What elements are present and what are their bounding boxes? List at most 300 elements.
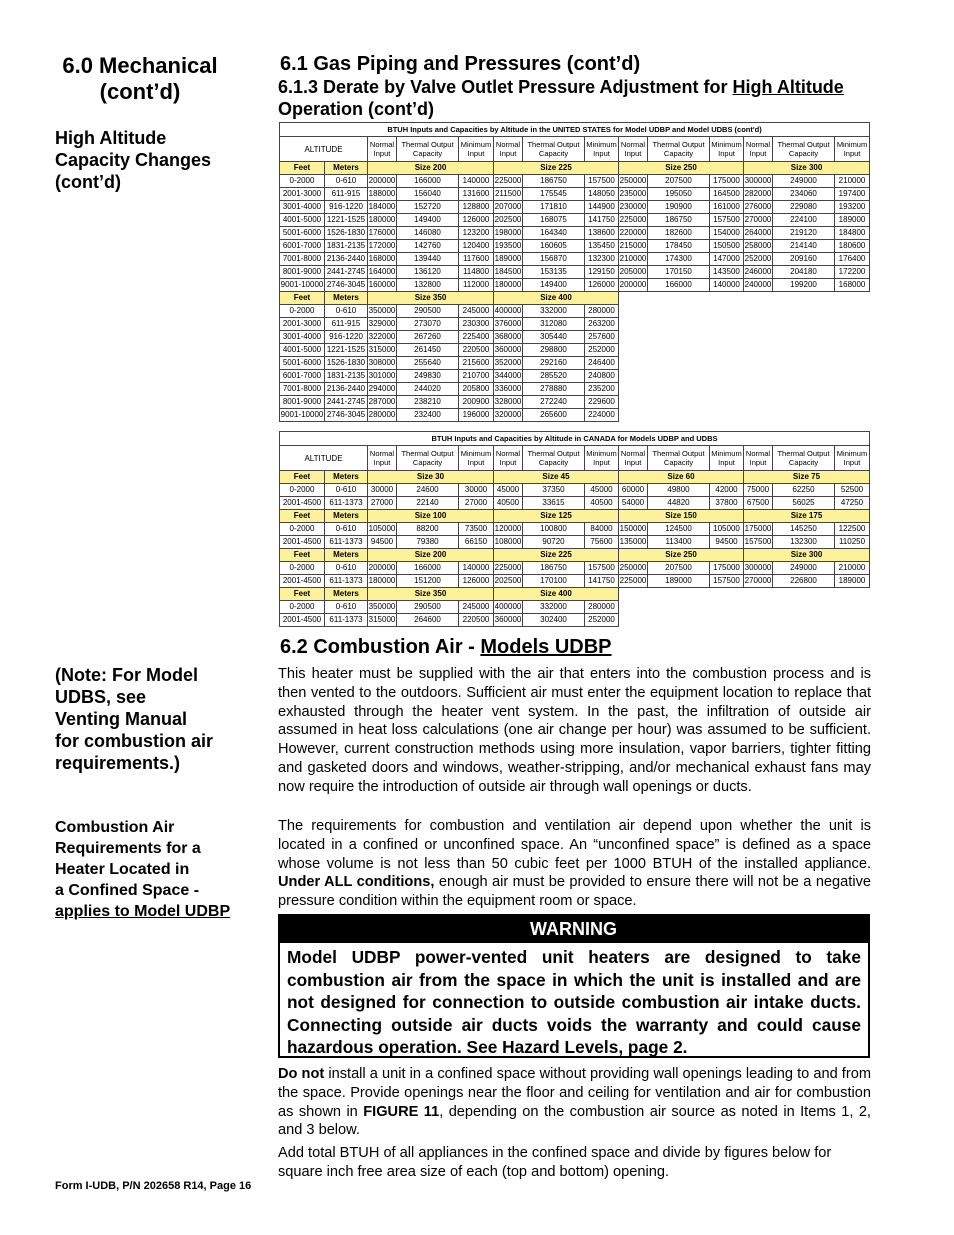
value-cell: 264600 <box>397 614 459 627</box>
value-cell: 376000 <box>494 318 523 331</box>
size-label: Size 350 <box>368 292 494 305</box>
value-cell: 168075 <box>523 214 585 227</box>
value-cell: 172000 <box>368 240 397 253</box>
size-label: Size 350 <box>368 588 494 601</box>
value-cell: 164000 <box>368 266 397 279</box>
value-cell: 157500 <box>710 575 744 588</box>
value-cell: 210700 <box>459 370 494 383</box>
value-cell: 135450 <box>585 240 619 253</box>
value-cell: 257600 <box>585 331 619 344</box>
altitude-header: ALTITUDE <box>280 137 368 162</box>
table-row <box>280 318 870 331</box>
sidebar-line: (Note: For Model <box>55 665 198 685</box>
value-cell: 189000 <box>835 214 870 227</box>
value-cell: 49800 <box>648 484 710 497</box>
size-header-row <box>280 162 870 175</box>
sidebar-line: High Altitude <box>55 128 167 148</box>
figure-reference: FIGURE 11 <box>363 1103 440 1120</box>
value-cell: 265600 <box>523 409 585 422</box>
value-cell: 225400 <box>459 331 494 344</box>
sidebar-line: Venting Manual <box>55 709 188 729</box>
value-cell: 27000 <box>368 497 397 510</box>
value-cell: 202500 <box>494 214 523 227</box>
value-cell: 207000 <box>494 201 523 214</box>
value-cell: 238210 <box>397 396 459 409</box>
value-cell: 184500 <box>494 266 523 279</box>
feet-cell: 0-2000 <box>280 562 325 575</box>
size-header-row <box>280 471 870 484</box>
value-cell: 150500 <box>710 240 744 253</box>
value-cell: 197400 <box>835 188 870 201</box>
thermal-output-header: Thermal Output Capacity <box>648 446 710 471</box>
table-title-row <box>280 432 870 446</box>
size-label: Size 250 <box>619 162 744 175</box>
value-cell: 66150 <box>459 536 494 549</box>
size-label: Size 300 <box>744 549 870 562</box>
value-cell: 126000 <box>459 575 494 588</box>
value-cell: 189000 <box>494 253 523 266</box>
value-cell: 152720 <box>397 201 459 214</box>
heading-6-2 <box>280 636 612 659</box>
table-header-row <box>280 446 870 471</box>
meters-header: Meters <box>325 549 368 562</box>
size-label: Size 200 <box>368 162 494 175</box>
value-cell: 149400 <box>397 214 459 227</box>
value-cell: 120400 <box>459 240 494 253</box>
value-cell: 184000 <box>368 201 397 214</box>
meters-header: Meters <box>325 510 368 523</box>
value-cell: 100800 <box>523 523 585 536</box>
value-cell: 170100 <box>523 575 585 588</box>
value-cell: 305440 <box>523 331 585 344</box>
value-cell: 140000 <box>710 279 744 292</box>
value-cell: 400000 <box>494 305 523 318</box>
meters-cell: 611-915 <box>325 318 368 331</box>
value-cell: 290500 <box>397 305 459 318</box>
meters-header: Meters <box>325 588 368 601</box>
value-cell: 240800 <box>585 370 619 383</box>
value-cell: 230000 <box>619 201 648 214</box>
value-cell: 138600 <box>585 227 619 240</box>
value-cell: 290500 <box>397 601 459 614</box>
size-label: Size 125 <box>494 510 619 523</box>
minimum-input-header: Minimum Input <box>585 137 619 162</box>
value-cell: 45000 <box>585 484 619 497</box>
size-label: Size 100 <box>368 510 494 523</box>
empty-cell <box>619 331 870 344</box>
meters-header: Meters <box>325 162 368 175</box>
size-label: Size 150 <box>619 510 744 523</box>
minimum-input-header: Minimum Input <box>459 137 494 162</box>
table-row <box>280 344 870 357</box>
value-cell: 113400 <box>648 536 710 549</box>
table-title-row <box>280 123 870 137</box>
value-cell: 249000 <box>773 175 835 188</box>
feet-header: Feet <box>280 510 325 523</box>
meters-cell: 916-1220 <box>325 331 368 344</box>
feet-cell: 3001-4000 <box>280 201 325 214</box>
paragraph-text: The requirements for combustion and ventilation air depend upon whether the unit is located in a confined or unconfined space. An “unconfined space” is defined as a space whose volume is not less than 50 cubic feet per 1000 BTUH of the installed appliance. <box>278 818 871 872</box>
empty-cell <box>619 370 870 383</box>
heading-6-1-3-prefix: 6.1.3 Derate by Valve Outlet Pressure Adjustment for <box>278 77 733 97</box>
value-cell: 252000 <box>585 614 619 627</box>
size-label: Size 225 <box>494 162 619 175</box>
value-cell: 272240 <box>523 396 585 409</box>
value-cell: 175545 <box>523 188 585 201</box>
value-cell: 245000 <box>459 601 494 614</box>
table-row <box>280 331 870 344</box>
value-cell: 186750 <box>648 214 710 227</box>
value-cell: 229600 <box>585 396 619 409</box>
value-cell: 75600 <box>585 536 619 549</box>
feet-cell: 9001-10000 <box>280 409 325 422</box>
sidebar-line: Combustion Air <box>55 819 175 836</box>
minimum-input-header: Minimum Input <box>710 446 744 471</box>
size-label: Size 30 <box>368 471 494 484</box>
value-cell: 232400 <box>397 409 459 422</box>
feet-cell: 2001-4500 <box>280 614 325 627</box>
feet-cell: 2001-4500 <box>280 575 325 588</box>
value-cell: 287000 <box>368 396 397 409</box>
section-title-line2: (cont’d) <box>99 79 181 104</box>
table-row <box>280 562 870 575</box>
feet-cell: 0-2000 <box>280 305 325 318</box>
value-cell: 147000 <box>710 253 744 266</box>
value-cell: 160000 <box>368 279 397 292</box>
value-cell: 300000 <box>744 175 773 188</box>
table-row <box>280 575 870 588</box>
feet-header: Feet <box>280 588 325 601</box>
thermal-output-header: Thermal Output Capacity <box>523 446 585 471</box>
meters-cell: 611-1373 <box>325 614 368 627</box>
value-cell: 30000 <box>368 484 397 497</box>
value-cell: 30000 <box>459 484 494 497</box>
value-cell: 180000 <box>368 214 397 227</box>
feet-header: Feet <box>280 471 325 484</box>
value-cell: 45000 <box>494 484 523 497</box>
value-cell: 360000 <box>494 344 523 357</box>
value-cell: 44820 <box>648 497 710 510</box>
empty-cell <box>619 318 870 331</box>
paragraph-confined-install <box>278 1065 871 1140</box>
thermal-output-header: Thermal Output Capacity <box>773 137 835 162</box>
table-row <box>280 253 870 266</box>
value-cell: 267260 <box>397 331 459 344</box>
value-cell: 180000 <box>494 279 523 292</box>
value-cell: 250000 <box>619 562 648 575</box>
altitude-header: ALTITUDE <box>280 446 368 471</box>
warning-box <box>278 914 870 1058</box>
heading-6-2-link: Models UDBP <box>480 636 612 658</box>
value-cell: 131600 <box>459 188 494 201</box>
empty-cell <box>619 601 870 614</box>
value-cell: 204180 <box>773 266 835 279</box>
value-cell: 252000 <box>585 344 619 357</box>
normal-input-header: Normal Input <box>619 137 648 162</box>
value-cell: 315000 <box>368 614 397 627</box>
value-cell: 126000 <box>585 279 619 292</box>
value-cell: 122500 <box>835 523 870 536</box>
size-label: Size 200 <box>368 549 494 562</box>
us-capacity-table <box>279 122 870 422</box>
value-cell: 37800 <box>710 497 744 510</box>
feet-cell: 5001-6000 <box>280 357 325 370</box>
value-cell: 225000 <box>494 175 523 188</box>
value-cell: 205800 <box>459 383 494 396</box>
value-cell: 270000 <box>744 575 773 588</box>
empty-cell <box>619 588 870 601</box>
section-title-line1: 6.0 Mechanical <box>62 53 218 78</box>
value-cell: 200000 <box>368 175 397 188</box>
value-cell: 332000 <box>523 305 585 318</box>
value-cell: 140000 <box>459 175 494 188</box>
value-cell: 128800 <box>459 201 494 214</box>
value-cell: 250000 <box>619 175 648 188</box>
feet-cell: 7001-8000 <box>280 383 325 396</box>
empty-cell <box>619 344 870 357</box>
value-cell: 164340 <box>523 227 585 240</box>
us-table-body <box>280 123 870 422</box>
feet-cell: 7001-8000 <box>280 253 325 266</box>
value-cell: 200000 <box>368 562 397 575</box>
value-cell: 37350 <box>523 484 585 497</box>
value-cell: 199200 <box>773 279 835 292</box>
value-cell: 209160 <box>773 253 835 266</box>
value-cell: 164500 <box>710 188 744 201</box>
table-row <box>280 279 870 292</box>
size-label: Size 300 <box>744 162 870 175</box>
size-label: Size 400 <box>494 292 619 305</box>
value-cell: 249000 <box>773 562 835 575</box>
size-label: Size 60 <box>619 471 744 484</box>
thermal-output-header: Thermal Output Capacity <box>523 137 585 162</box>
table-header-row <box>280 137 870 162</box>
table-title: BTUH Inputs and Capacities by Altitude in the UNITED STATES for Model UDBP and Model UDBS (cont'd) <box>280 123 870 137</box>
thermal-output-header: Thermal Output Capacity <box>397 137 459 162</box>
sidebar-line: Heater Located in <box>55 861 190 878</box>
value-cell: 54000 <box>619 497 648 510</box>
value-cell: 88200 <box>397 523 459 536</box>
heading-6-1-3-suffix: Operation (cont’d) <box>278 99 434 119</box>
value-cell: 166000 <box>397 175 459 188</box>
sidebar-confined-space <box>55 817 255 922</box>
meters-cell: 2136-2440 <box>325 253 368 266</box>
value-cell: 94500 <box>710 536 744 549</box>
value-cell: 244020 <box>397 383 459 396</box>
value-cell: 180000 <box>368 575 397 588</box>
meters-cell: 1526-1830 <box>325 227 368 240</box>
size-label: Size 45 <box>494 471 619 484</box>
value-cell: 146080 <box>397 227 459 240</box>
table-row <box>280 357 870 370</box>
minimum-input-header: Minimum Input <box>835 137 870 162</box>
warning-text: Model UDBP power-vented unit heaters are designed to take combustion air from the space in which the unit is installed and are not designed for connection to outside combustion air intake ducts. Connecting outside air ducts voids the warranty and could cause hazardous operation. See Hazard Levels, page 2. <box>287 947 861 1058</box>
paragraph-text: install a unit in a confined space without providing wall openings leading to and from the space. Provide openings near the floor and ceiling for ventilation and air for combustion as shown in <box>278 1066 871 1120</box>
value-cell: 142760 <box>397 240 459 253</box>
value-cell: 157500 <box>585 175 619 188</box>
normal-input-header: Normal Input <box>368 446 397 471</box>
table-row <box>280 536 870 549</box>
value-cell: 190900 <box>648 201 710 214</box>
value-cell: 294000 <box>368 383 397 396</box>
value-cell: 196000 <box>459 409 494 422</box>
value-cell: 79380 <box>397 536 459 549</box>
size-label: Size 75 <box>744 471 870 484</box>
table-row <box>280 484 870 497</box>
page-footer: Form I-UDB, P/N 202658 R14, Page 16 <box>55 1180 252 1192</box>
value-cell: 210000 <box>835 175 870 188</box>
value-cell: 22140 <box>397 497 459 510</box>
normal-input-header: Normal Input <box>744 137 773 162</box>
value-cell: 189000 <box>835 575 870 588</box>
value-cell: 229080 <box>773 201 835 214</box>
value-cell: 350000 <box>368 601 397 614</box>
value-cell: 126000 <box>459 214 494 227</box>
feet-header: Feet <box>280 292 325 305</box>
minimum-input-header: Minimum Input <box>710 137 744 162</box>
meters-cell: 1831-2135 <box>325 240 368 253</box>
value-cell: 170150 <box>648 266 710 279</box>
empty-cell <box>619 292 870 305</box>
value-cell: 145250 <box>773 523 835 536</box>
value-cell: 225000 <box>619 214 648 227</box>
value-cell: 110250 <box>835 536 870 549</box>
value-cell: 245000 <box>459 305 494 318</box>
value-cell: 235200 <box>585 383 619 396</box>
value-cell: 249830 <box>397 370 459 383</box>
value-cell: 224000 <box>585 409 619 422</box>
paragraph-requirements <box>278 817 871 911</box>
value-cell: 220000 <box>619 227 648 240</box>
value-cell: 114800 <box>459 266 494 279</box>
value-cell: 308000 <box>368 357 397 370</box>
value-cell: 300000 <box>744 562 773 575</box>
value-cell: 120000 <box>494 523 523 536</box>
feet-header: Feet <box>280 162 325 175</box>
value-cell: 175000 <box>744 523 773 536</box>
value-cell: 264000 <box>744 227 773 240</box>
value-cell: 47250 <box>835 497 870 510</box>
normal-input-header: Normal Input <box>368 137 397 162</box>
value-cell: 207500 <box>648 562 710 575</box>
heading-6-1: 6.1 Gas Piping and Pressures (cont’d) <box>280 53 641 75</box>
meters-cell: 1526-1830 <box>325 357 368 370</box>
meters-cell: 611-1373 <box>325 575 368 588</box>
value-cell: 182600 <box>648 227 710 240</box>
paragraph-combustion-intro: This heater must be supplied with the air that enters into the combustion process and is then vented to the outdoors. Sufficient air must enter the equipment location to replace that exhausted through the heater vent system. In the past, the infiltration of outside air assumed in heat loss calculations (one air change per hour) was assumed to be sufficient. However, current construction methods using more insulation, vapor barriers, tighter fitting and gasketed doors and windows, weather-stripping, and/or mechanical exhaust fans may now require the introduction of outside air through wall openings or ducts. <box>278 666 871 795</box>
paragraph-opening-size: Add total BTUH of all appliances in the confined space and divide by figures below for square inch free area size of each (top and bottom) opening. <box>278 1145 832 1180</box>
value-cell: 198000 <box>494 227 523 240</box>
value-cell: 157500 <box>710 214 744 227</box>
value-cell: 52500 <box>835 484 870 497</box>
table-row <box>280 175 870 188</box>
table-row <box>280 214 870 227</box>
value-cell: 214140 <box>773 240 835 253</box>
value-cell: 117600 <box>459 253 494 266</box>
value-cell: 202500 <box>494 575 523 588</box>
table-row <box>280 396 870 409</box>
value-cell: 332000 <box>523 601 585 614</box>
value-cell: 184800 <box>835 227 870 240</box>
value-cell: 129150 <box>585 266 619 279</box>
value-cell: 172200 <box>835 266 870 279</box>
feet-cell: 8001-9000 <box>280 266 325 279</box>
value-cell: 166000 <box>397 562 459 575</box>
value-cell: 27000 <box>459 497 494 510</box>
value-cell: 246400 <box>585 357 619 370</box>
value-cell: 67500 <box>744 497 773 510</box>
value-cell: 400000 <box>494 601 523 614</box>
value-cell: 90720 <box>523 536 585 549</box>
value-cell: 33615 <box>523 497 585 510</box>
meters-header: Meters <box>325 292 368 305</box>
value-cell: 252000 <box>744 253 773 266</box>
feet-cell: 2001-4500 <box>280 536 325 549</box>
size-label: Size 250 <box>619 549 744 562</box>
value-cell: 312080 <box>523 318 585 331</box>
value-cell: 200900 <box>459 396 494 409</box>
value-cell: 200000 <box>619 279 648 292</box>
sidebar-line: (cont’d) <box>55 172 121 192</box>
value-cell: 160605 <box>523 240 585 253</box>
value-cell: 276000 <box>744 201 773 214</box>
value-cell: 225000 <box>619 575 648 588</box>
value-cell: 207500 <box>648 175 710 188</box>
value-cell: 219120 <box>773 227 835 240</box>
value-cell: 149400 <box>523 279 585 292</box>
value-cell: 352000 <box>494 357 523 370</box>
value-cell: 150000 <box>619 523 648 536</box>
table-row <box>280 305 870 318</box>
value-cell: 140000 <box>459 562 494 575</box>
value-cell: 322000 <box>368 331 397 344</box>
value-cell: 108000 <box>494 536 523 549</box>
empty-cell <box>619 409 870 422</box>
value-cell: 62250 <box>773 484 835 497</box>
paragraph-text: , depending on the combustion air source as noted in Items 1, 2, and 3 below. <box>278 1103 871 1139</box>
feet-cell: 2001-4500 <box>280 497 325 510</box>
thermal-output-header: Thermal Output Capacity <box>397 446 459 471</box>
value-cell: 148050 <box>585 188 619 201</box>
value-cell: 132300 <box>585 253 619 266</box>
value-cell: 302400 <box>523 614 585 627</box>
value-cell: 168000 <box>368 253 397 266</box>
value-cell: 225000 <box>494 562 523 575</box>
value-cell: 360000 <box>494 614 523 627</box>
feet-cell: 0-2000 <box>280 175 325 188</box>
value-cell: 280000 <box>585 601 619 614</box>
value-cell: 188000 <box>368 188 397 201</box>
value-cell: 75000 <box>744 484 773 497</box>
size-header-row <box>280 588 870 601</box>
meters-cell: 611-1373 <box>325 497 368 510</box>
value-cell: 157500 <box>744 536 773 549</box>
meters-cell: 2441-2745 <box>325 396 368 409</box>
feet-cell: 4001-5000 <box>280 344 325 357</box>
meters-cell: 2136-2440 <box>325 383 368 396</box>
value-cell: 135000 <box>619 536 648 549</box>
feet-cell: 9001-10000 <box>280 279 325 292</box>
feet-cell: 6001-7000 <box>280 370 325 383</box>
value-cell: 329000 <box>368 318 397 331</box>
feet-cell: 4001-5000 <box>280 214 325 227</box>
sidebar-line: requirements.) <box>55 753 181 773</box>
table-title: BTUH Inputs and Capacities by Altitude in CANADA for Models UDBP and UDBS <box>280 432 870 446</box>
size-label: Size 225 <box>494 549 619 562</box>
size-header-row <box>280 549 870 562</box>
minimum-input-header: Minimum Input <box>835 446 870 471</box>
feet-cell: 0-2000 <box>280 484 325 497</box>
